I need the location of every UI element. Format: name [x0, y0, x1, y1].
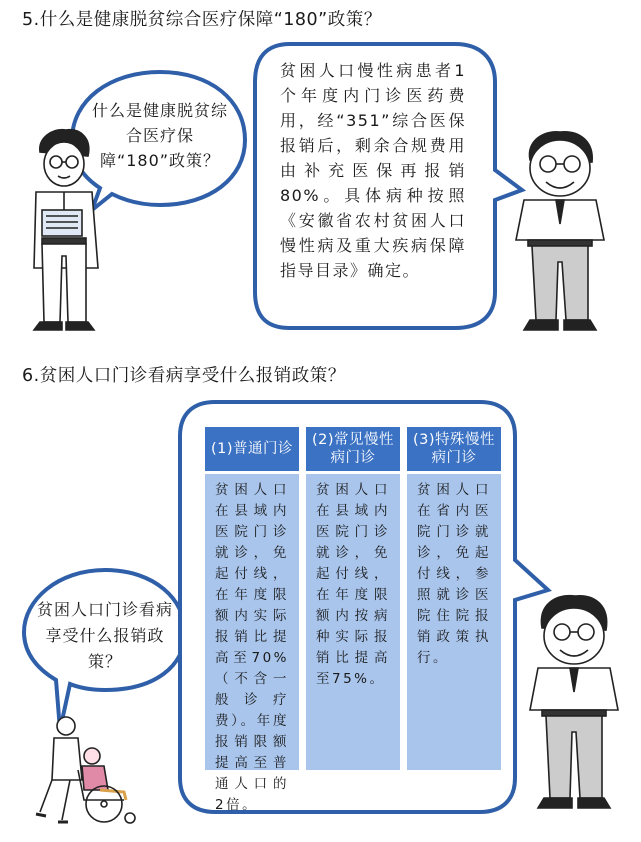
card-1-body: 贫困人口在县域内医院门诊就诊，免起付线，在年度限额内实际报销比提高至70%（不含一般诊疗费）。年度报销限额提高至普通人口的2倍。 [205, 474, 299, 770]
card-3-body: 贫困人口在省内医院门诊就诊，免起付线，参照就诊医院住院报销政策执行。 [407, 474, 501, 770]
question-5-heading: 5.什么是健康脱贫综合医疗保障“180”政策？ [22, 10, 382, 30]
doctor-figure-1 [516, 132, 604, 330]
answer-bubble-1-text: 贫困人口慢性病患者1个年度内门诊医药费用，经“351”综合医保报销后，剩余合规费用由补充医保再报销80%。具体病种按照《安徽省农村贫困人口慢性病及重大疾病保障指导目录》确定。 [280, 61, 466, 280]
card-3-title: (3)特殊慢性病门诊 [407, 427, 501, 471]
asker-bubble-1-text: 什么是健康脱贫综合医疗保障“180”政策？ [91, 101, 228, 170]
card-2-title: (2)常见慢性病门诊 [306, 427, 400, 471]
asker-bubble-2-text: 贫困人口门诊看病享受什么报销政策？ [36, 600, 173, 671]
doctor-figure-2 [530, 596, 618, 808]
card-1-title: (1)普通门诊 [205, 427, 299, 471]
wheelchair-scene [36, 717, 135, 823]
card-2-body: 贫困人口在县域内医院门诊就诊，免起付线，在年度限额内按病种实际报销比提高至75%。 [306, 474, 400, 770]
question-6-heading: 6.贫困人口门诊看病享受什么报销政策？ [22, 366, 346, 386]
